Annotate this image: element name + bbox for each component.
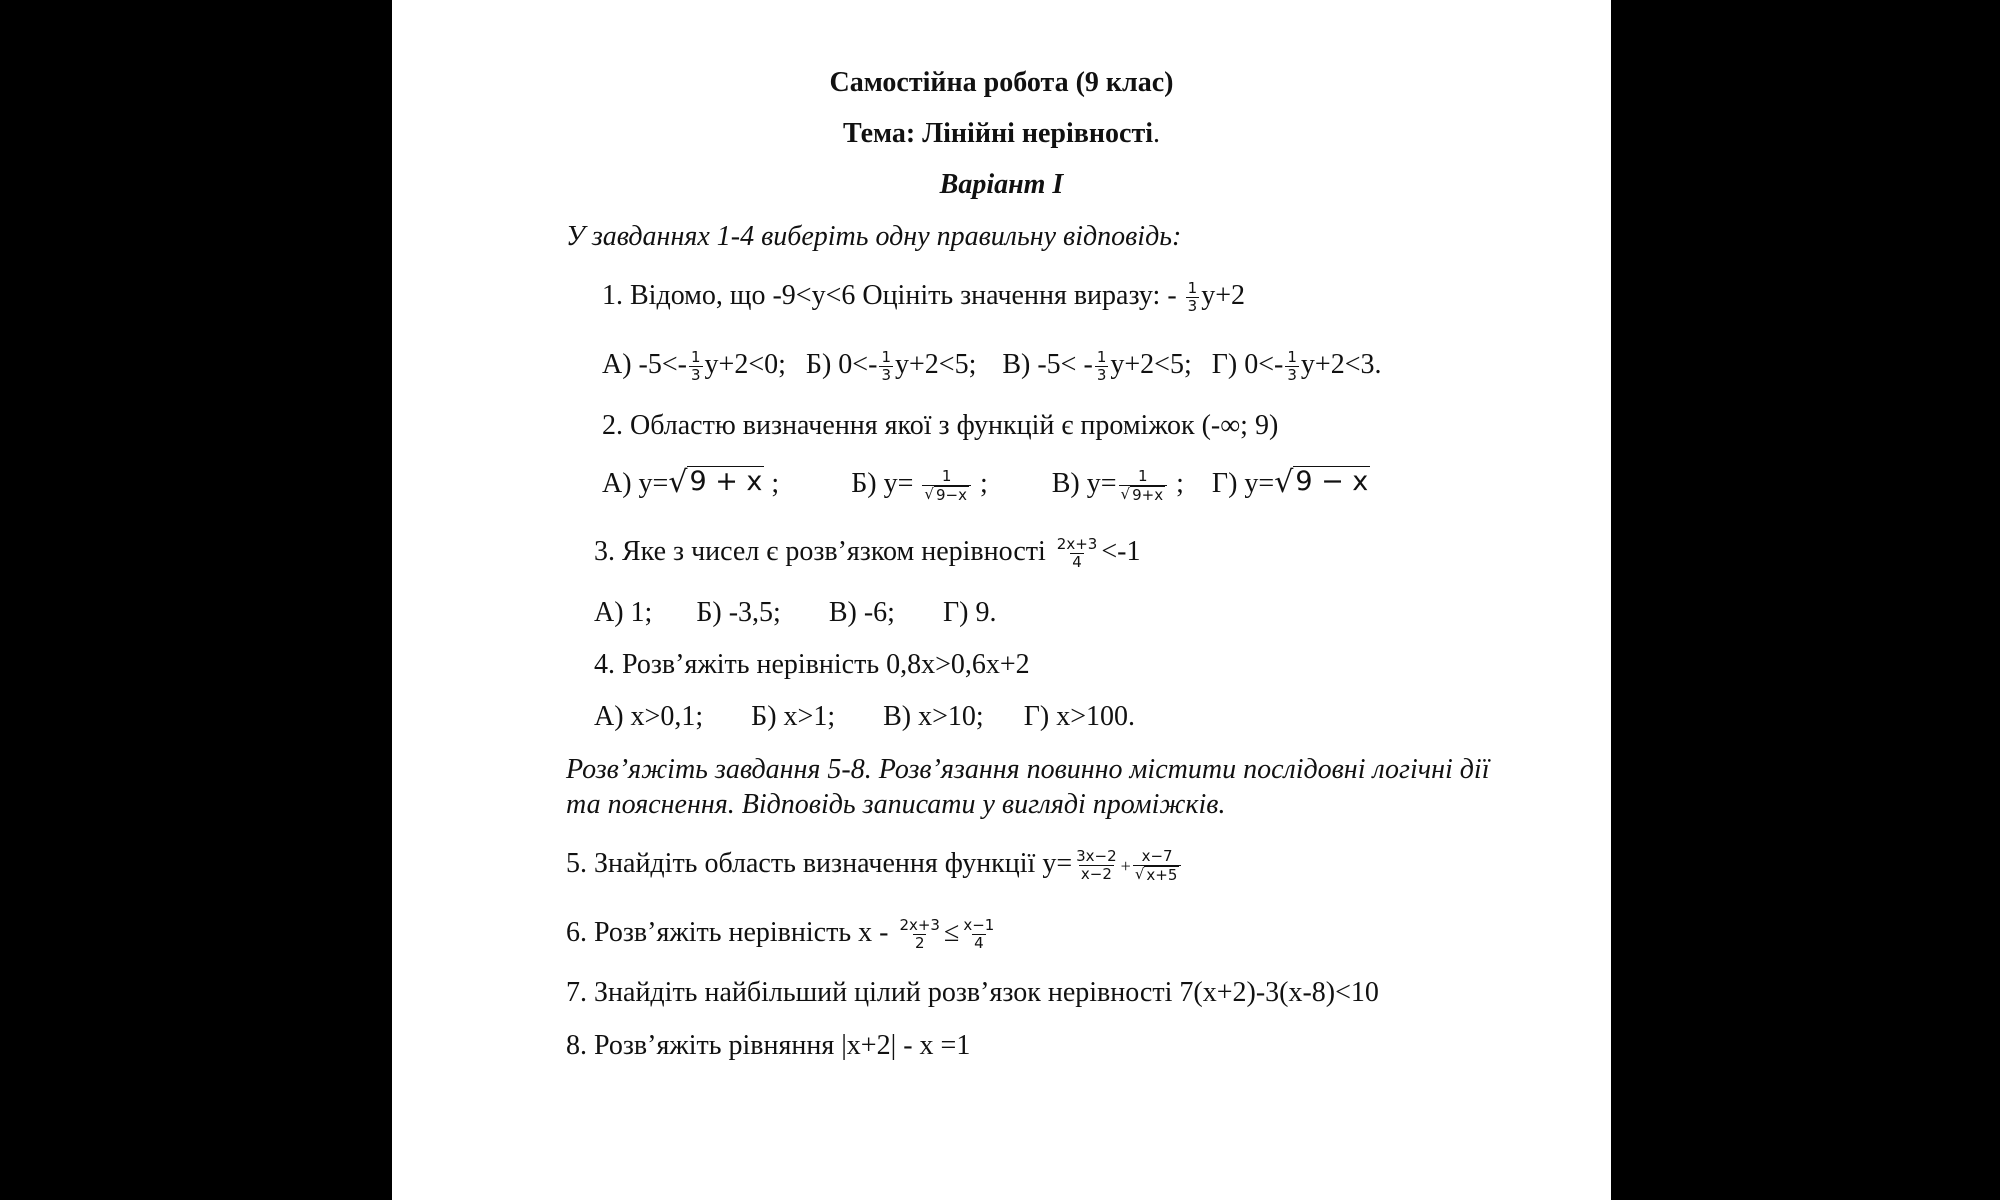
fraction: 1 √ 9−x: [922, 468, 971, 504]
instruction-part2-line2: та пояснення. Відповідь записати у вигляді проміжків.: [566, 789, 1226, 820]
answer-d: Г) 9.: [942, 597, 997, 628]
square-root: √ 9 + x: [668, 465, 763, 500]
answer-b: Б) y= 1 √ 9−x ;: [851, 466, 988, 504]
question-3: 3. Яке з чисел є розв’язком нерівності $\frac{2x+3}{4}$ <-1: [594, 535, 1141, 572]
question-3-answers: [594, 596, 996, 630]
answer-a: А) 1;: [594, 597, 653, 628]
question-7: 7. Знайдіть найбільший цілий розв’язок нерівності 7(x+2)-3(x-8)<10: [566, 977, 1379, 1008]
answer-d: Г) x>100.: [1023, 701, 1135, 732]
question-2: 2. Областю визначення якої з функцій є проміжок (-∞; 9): [602, 410, 1279, 441]
fraction: $\frac{1}{3}$: [881, 348, 891, 385]
answer-d: Г) 0<- $\frac{1}{3}$ y+2<3.: [1211, 348, 1382, 385]
worksheet-page: [392, 0, 1611, 1200]
answer-a: А) -5<- $\frac{1}{3}$ y+2<0;: [602, 348, 786, 385]
answer-b: Б) x>1;: [751, 701, 836, 732]
question-4: 4. Розв’яжіть нерівність 0,8x>0,6x+2: [594, 649, 1030, 680]
answer-b: Б) -3,5;: [696, 597, 781, 628]
instruction-part1: У завданнях 1-4 виберіть одну правильну відповідь:: [566, 221, 1182, 252]
square-root: √ 9 − x: [1274, 465, 1369, 500]
answer-b: Б) 0<- $\frac{1}{3}$ y+2<5;: [805, 348, 977, 385]
fraction: $\frac{2x+3}{2}$: [899, 916, 940, 953]
instruction-part2-line1: Розв’яжіть завдання 5-8. Розв’язання повинно містити послідовні логічні дії: [566, 754, 1490, 785]
answer-a: А) x>0,1;: [594, 701, 704, 732]
fraction: x−7 √ x+5: [1133, 848, 1182, 884]
answer-a: А) y= √ 9 + x ;: [602, 465, 780, 500]
answer-c: В) y= 1 √ 9+x ;: [1051, 466, 1184, 504]
fraction: $\frac{x-1}{4}$: [963, 916, 995, 953]
answer-c: В) -5< - $\frac{1}{3}$ y+2<5;: [1002, 348, 1192, 385]
answer-c: В) -6;: [828, 597, 895, 628]
fraction: $\frac{2x+3}{4}$: [1056, 535, 1098, 572]
question-5: 5. Знайдіть область визначення функції y= $\frac{3x-2}{x-2}$ + x−7 √ x+5: [566, 847, 1183, 884]
page-title: Самостійна робота (9 клас): [829, 67, 1174, 98]
question-8: 8. Розв’яжіть рівняння |x+2| - x =1: [566, 1030, 971, 1061]
answer-d: Г) y= √ 9 − x: [1211, 465, 1369, 500]
question-6: 6. Розв’яжіть нерівність x - $\frac{2x+3}{2}$ ≤ $\frac{x-1}{4}$: [566, 916, 995, 953]
variant-heading: Варіант І: [939, 169, 1064, 200]
fraction: $\frac{1}{3}$: [1096, 348, 1107, 385]
fraction: 1 √ 9+x: [1119, 468, 1168, 504]
question-2-answers: [602, 466, 1370, 504]
fraction: $\frac{1}{3}$: [1287, 348, 1297, 385]
answer-c: В) x>10;: [883, 701, 984, 732]
fraction: $\frac{1}{3}$: [1187, 279, 1198, 316]
question-4-answers: [594, 700, 1135, 734]
question-1-answers: [602, 348, 1382, 384]
fraction: $\frac{1}{3}$: [690, 348, 701, 385]
fraction: $\frac{3x-2}{x-2}$: [1076, 847, 1117, 884]
question-1: 1. Відомо, що -9<y<6 Оцініть значення виразу: - $\frac{1}{3}$ y+2: [602, 279, 1245, 316]
topic-heading: Тема: Лінійні нерівності.: [843, 118, 1160, 149]
